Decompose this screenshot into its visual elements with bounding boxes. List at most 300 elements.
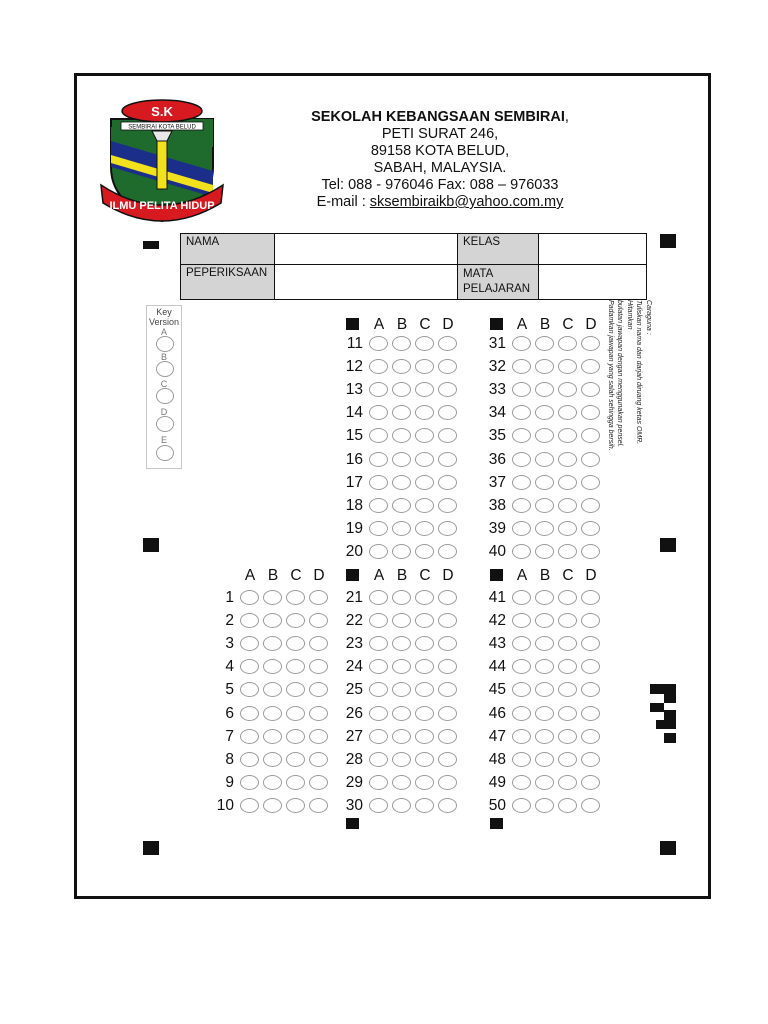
- marker-bottom-left: [143, 841, 159, 855]
- mata-label-line: MATA: [463, 268, 494, 280]
- key-bubble-a[interactable]: [156, 336, 174, 352]
- pelajaran-label-line: PELAJARAN: [463, 283, 531, 295]
- answer-bubble-a[interactable]: [512, 752, 531, 767]
- answer-bubble-c[interactable]: [415, 706, 434, 721]
- answer-bubble-c[interactable]: [415, 336, 434, 351]
- answer-bubble-a[interactable]: [369, 359, 388, 374]
- answer-bubble-d[interactable]: [581, 544, 600, 559]
- answer-bubble-b[interactable]: [535, 682, 554, 697]
- answer-bubble-c[interactable]: [286, 798, 305, 813]
- answer-bubble-c[interactable]: [558, 521, 577, 536]
- code-block-3: [650, 703, 664, 712]
- answer-bubble-c[interactable]: [286, 682, 305, 697]
- question-number: 11: [346, 335, 363, 352]
- answer-bubble-d[interactable]: [309, 636, 328, 651]
- answer-bubble-c[interactable]: [415, 636, 434, 651]
- instructions: [593, 300, 653, 470]
- instructions-line-3: Padamkan jawapan yang salah sehingga bersih.: [607, 300, 614, 451]
- answer-bubble-a[interactable]: [512, 428, 531, 443]
- question-number: 48: [488, 751, 506, 768]
- key-letter-a: A: [160, 327, 167, 337]
- answer-bubble-a[interactable]: [240, 613, 259, 628]
- answer-bubble-b[interactable]: [535, 659, 554, 674]
- question-number: 47: [488, 728, 506, 745]
- answer-bubble-a[interactable]: [512, 475, 531, 490]
- option-label-d: D: [585, 567, 597, 584]
- answer-bubble-c[interactable]: [415, 544, 434, 559]
- answer-bubble-c[interactable]: [415, 521, 434, 536]
- marker-block3-header: [346, 569, 359, 581]
- answer-bubble-a[interactable]: [240, 636, 259, 651]
- answer-bubble-b[interactable]: [392, 613, 411, 628]
- answer-bubble-d[interactable]: [438, 405, 457, 420]
- key-bubble-e[interactable]: [156, 445, 174, 461]
- answer-bubble-d[interactable]: [438, 359, 457, 374]
- answer-bubble-b[interactable]: [392, 336, 411, 351]
- peperiksaan-field[interactable]: [275, 265, 458, 300]
- mata-pelajaran-field[interactable]: [539, 265, 647, 300]
- question-number: 37: [488, 474, 506, 491]
- address-line-1: PETI SURAT 246,: [381, 126, 499, 142]
- answer-bubble-d[interactable]: [309, 613, 328, 628]
- answer-bubble-d[interactable]: [438, 336, 457, 351]
- answer-bubble-d[interactable]: [581, 798, 600, 813]
- logo-ribbon-text: SEMBIRAI KOTA BELUD: [128, 124, 196, 131]
- answer-bubble-c[interactable]: [415, 682, 434, 697]
- answer-bubble-b[interactable]: [535, 752, 554, 767]
- answer-bubble-a[interactable]: [369, 405, 388, 420]
- answer-bubble-a[interactable]: [369, 475, 388, 490]
- answer-bubble-d[interactable]: [581, 752, 600, 767]
- answer-bubble-d[interactable]: [438, 521, 457, 536]
- answer-bubble-d[interactable]: [581, 590, 600, 605]
- logo-top-text: S.K: [151, 104, 173, 119]
- answer-bubble-a[interactable]: [512, 682, 531, 697]
- question-number: 7: [225, 728, 234, 745]
- question-number: 24: [345, 658, 363, 675]
- answer-bubble-c[interactable]: [558, 775, 577, 790]
- question-number: 32: [488, 358, 506, 375]
- question-number: 19: [345, 520, 363, 537]
- answer-bubble-d[interactable]: [438, 613, 457, 628]
- answer-bubble-b[interactable]: [263, 613, 282, 628]
- option-label-d: D: [585, 316, 597, 333]
- question-number: 38: [488, 497, 506, 514]
- answer-bubble-b[interactable]: [263, 775, 282, 790]
- option-label-b: B: [396, 316, 408, 333]
- question-number: 14: [345, 404, 363, 421]
- answer-bubble-d[interactable]: [309, 682, 328, 697]
- mata-pelajaran-label: [458, 265, 539, 300]
- answer-bubble-d[interactable]: [581, 613, 600, 628]
- answer-bubble-c[interactable]: [558, 682, 577, 697]
- answer-bubble-c[interactable]: [558, 428, 577, 443]
- answer-bubble-b[interactable]: [535, 775, 554, 790]
- answer-bubble-c[interactable]: [286, 636, 305, 651]
- answer-bubble-a[interactable]: [369, 798, 388, 813]
- answer-bubble-b[interactable]: [535, 452, 554, 467]
- answer-bubble-d[interactable]: [438, 636, 457, 651]
- question-number: 23: [345, 635, 363, 652]
- option-label-c: C: [562, 567, 574, 584]
- answer-bubble-c[interactable]: [415, 613, 434, 628]
- question-number: 44: [488, 658, 506, 675]
- answer-bubble-a[interactable]: [369, 336, 388, 351]
- nama-label: NAMA: [181, 234, 275, 265]
- answer-bubble-b[interactable]: [535, 590, 554, 605]
- answer-bubble-a[interactable]: [512, 706, 531, 721]
- answer-bubble-a[interactable]: [512, 659, 531, 674]
- question-number: 20: [345, 543, 363, 560]
- option-label-d: D: [442, 567, 454, 584]
- kelas-field[interactable]: [539, 234, 647, 265]
- answer-bubble-d[interactable]: [438, 752, 457, 767]
- key-bubble-d[interactable]: [156, 416, 174, 432]
- option-label-b: B: [539, 316, 551, 333]
- answer-bubble-a[interactable]: [512, 359, 531, 374]
- answer-bubble-b[interactable]: [535, 706, 554, 721]
- answer-bubble-c[interactable]: [558, 752, 577, 767]
- key-version-box: [146, 305, 182, 469]
- option-label-a: A: [516, 316, 528, 333]
- answer-bubble-b[interactable]: [263, 682, 282, 697]
- email-link[interactable]: sksembiraikb@yahoo.com.my: [369, 194, 564, 210]
- answer-bubble-d[interactable]: [309, 706, 328, 721]
- question-number: 25: [345, 681, 363, 698]
- option-label-b: B: [396, 567, 408, 584]
- answer-bubble-b[interactable]: [392, 659, 411, 674]
- answer-bubble-a[interactable]: [240, 775, 259, 790]
- answer-bubble-d[interactable]: [438, 452, 457, 467]
- answer-bubble-a[interactable]: [512, 498, 531, 513]
- answer-bubble-c[interactable]: [415, 590, 434, 605]
- answer-bubble-a[interactable]: [369, 775, 388, 790]
- answer-bubble-d[interactable]: [581, 405, 600, 420]
- answer-bubble-a[interactable]: [512, 798, 531, 813]
- answer-bubble-c[interactable]: [286, 613, 305, 628]
- marker-mid-right: [660, 538, 676, 552]
- school-logo: [97, 97, 227, 225]
- answer-bubble-c[interactable]: [415, 428, 434, 443]
- address-line-3: SABAH, MALAYSIA.: [373, 160, 507, 176]
- answer-bubble-d[interactable]: [438, 590, 457, 605]
- answer-bubble-c[interactable]: [415, 452, 434, 467]
- answer-bubble-c[interactable]: [558, 636, 577, 651]
- marker-top-left: [143, 241, 159, 249]
- key-bubble-c[interactable]: [156, 388, 174, 404]
- answer-bubble-b[interactable]: [535, 544, 554, 559]
- answer-bubble-d[interactable]: [581, 682, 600, 697]
- email-label: E-mail :: [316, 194, 370, 210]
- question-number: 46: [488, 705, 506, 722]
- answer-bubble-c[interactable]: [558, 544, 577, 559]
- answer-bubble-d[interactable]: [581, 775, 600, 790]
- answer-bubble-a[interactable]: [240, 682, 259, 697]
- answer-bubble-c[interactable]: [415, 359, 434, 374]
- answer-bubble-b[interactable]: [392, 729, 411, 744]
- marker-block5-footer: [490, 818, 503, 829]
- school-name-line: [270, 109, 610, 126]
- answer-bubble-c[interactable]: [558, 659, 577, 674]
- answer-bubble-a[interactable]: [512, 636, 531, 651]
- question-number: 22: [345, 612, 363, 629]
- answer-bubble-a[interactable]: [369, 613, 388, 628]
- answer-bubble-c[interactable]: [286, 775, 305, 790]
- answer-bubble-d[interactable]: [581, 452, 600, 467]
- marker-block4-header: [490, 318, 503, 330]
- answer-bubble-a[interactable]: [369, 752, 388, 767]
- key-letter-d: D: [160, 407, 168, 417]
- answer-bubble-d[interactable]: [438, 428, 457, 443]
- marker-top-right: [660, 234, 676, 248]
- option-label-a: A: [244, 567, 256, 584]
- answer-bubble-d[interactable]: [309, 729, 328, 744]
- answer-bubble-b[interactable]: [263, 636, 282, 651]
- answer-bubble-b[interactable]: [535, 521, 554, 536]
- answer-bubble-d[interactable]: [309, 659, 328, 674]
- key-title-line2: Version: [148, 317, 180, 327]
- instructions-title: Caraguna :: [645, 300, 652, 335]
- answer-bubble-a[interactable]: [369, 521, 388, 536]
- answer-bubble-d[interactable]: [438, 682, 457, 697]
- answer-bubble-c[interactable]: [558, 336, 577, 351]
- question-number: 45: [488, 681, 506, 698]
- answer-bubble-b[interactable]: [535, 613, 554, 628]
- answer-bubble-a[interactable]: [240, 706, 259, 721]
- answer-bubble-c[interactable]: [415, 382, 434, 397]
- question-number: 40: [488, 543, 506, 560]
- answer-bubble-d[interactable]: [581, 659, 600, 674]
- answer-bubble-c[interactable]: [558, 798, 577, 813]
- answer-bubble-c[interactable]: [286, 590, 305, 605]
- answer-bubble-d[interactable]: [581, 636, 600, 651]
- answer-bubble-c[interactable]: [558, 405, 577, 420]
- answer-bubble-a[interactable]: [240, 752, 259, 767]
- key-letter-c: C: [160, 379, 168, 389]
- answer-bubble-b[interactable]: [392, 521, 411, 536]
- answer-bubble-d[interactable]: [438, 775, 457, 790]
- answer-bubble-c[interactable]: [415, 798, 434, 813]
- answer-bubble-a[interactable]: [369, 590, 388, 605]
- question-number: 30: [345, 797, 363, 814]
- answer-bubble-d[interactable]: [438, 382, 457, 397]
- answer-bubble-c[interactable]: [286, 659, 305, 674]
- answer-bubble-a[interactable]: [512, 336, 531, 351]
- option-label-b: B: [267, 567, 279, 584]
- option-label-a: A: [516, 567, 528, 584]
- answer-bubble-a[interactable]: [512, 544, 531, 559]
- option-label-d: D: [442, 316, 454, 333]
- answer-bubble-b[interactable]: [535, 428, 554, 443]
- answer-bubble-b[interactable]: [392, 498, 411, 513]
- answer-bubble-b[interactable]: [535, 729, 554, 744]
- code-block-4: [664, 710, 676, 720]
- question-number: 28: [345, 751, 363, 768]
- instructions-line-1: Tuliskan nama dan darjah diruang ketas OMR. Hitamkan: [626, 300, 643, 445]
- answer-bubble-b[interactable]: [392, 590, 411, 605]
- answer-bubble-b[interactable]: [535, 475, 554, 490]
- answer-bubble-c[interactable]: [558, 590, 577, 605]
- answer-bubble-b[interactable]: [392, 405, 411, 420]
- answer-bubble-a[interactable]: [240, 590, 259, 605]
- answer-bubble-a[interactable]: [512, 613, 531, 628]
- answer-bubble-a[interactable]: [512, 382, 531, 397]
- answer-bubble-b[interactable]: [392, 775, 411, 790]
- answer-bubble-b[interactable]: [392, 798, 411, 813]
- answer-bubble-c[interactable]: [558, 475, 577, 490]
- answer-bubble-d[interactable]: [581, 521, 600, 536]
- answer-bubble-b[interactable]: [263, 590, 282, 605]
- question-number: 6: [225, 705, 234, 722]
- answer-bubble-c[interactable]: [558, 382, 577, 397]
- key-title-line1: Key: [156, 307, 172, 317]
- answer-bubble-b[interactable]: [392, 475, 411, 490]
- answer-bubble-d[interactable]: [438, 659, 457, 674]
- answer-bubble-a[interactable]: [369, 382, 388, 397]
- question-number: 10: [216, 797, 234, 814]
- answer-bubble-b[interactable]: [392, 452, 411, 467]
- answer-bubble-b[interactable]: [392, 359, 411, 374]
- key-version-title: [147, 307, 181, 327]
- answer-bubble-b[interactable]: [263, 659, 282, 674]
- logo-bottom-text: ILMU PELITA HIDUP: [109, 200, 215, 212]
- answer-bubble-d[interactable]: [309, 590, 328, 605]
- marker-mid-left: [143, 538, 159, 552]
- answer-bubble-a[interactable]: [512, 405, 531, 420]
- question-number: 16: [345, 451, 363, 468]
- answer-bubble-b[interactable]: [535, 382, 554, 397]
- question-number: 31: [488, 335, 506, 352]
- answer-bubble-c[interactable]: [558, 452, 577, 467]
- answer-bubble-c[interactable]: [558, 498, 577, 513]
- answer-bubble-a[interactable]: [512, 590, 531, 605]
- answer-bubble-d[interactable]: [438, 544, 457, 559]
- question-number: 15: [345, 427, 363, 444]
- answer-bubble-b[interactable]: [392, 382, 411, 397]
- answer-bubble-c[interactable]: [286, 706, 305, 721]
- question-number: 41: [488, 589, 506, 606]
- answer-bubble-c[interactable]: [286, 729, 305, 744]
- answer-bubble-d[interactable]: [581, 498, 600, 513]
- question-number: 3: [225, 635, 234, 652]
- marker-block5-header: [490, 569, 503, 581]
- answer-bubble-b[interactable]: [392, 428, 411, 443]
- student-info-table: [180, 233, 647, 300]
- code-block-2: [664, 694, 676, 703]
- question-number: 13: [345, 381, 363, 398]
- answer-bubble-b[interactable]: [535, 636, 554, 651]
- answer-bubble-d[interactable]: [581, 336, 600, 351]
- question-number: 27: [345, 728, 363, 745]
- phone-fax: Tel: 088 - 976046 Fax: 088 – 976033: [321, 177, 559, 193]
- answer-bubble-a[interactable]: [240, 729, 259, 744]
- answer-bubble-a[interactable]: [369, 706, 388, 721]
- answer-bubble-c[interactable]: [415, 475, 434, 490]
- answer-bubble-b[interactable]: [535, 359, 554, 374]
- question-number: 29: [345, 774, 363, 791]
- answer-bubble-c[interactable]: [415, 752, 434, 767]
- answer-bubble-c[interactable]: [558, 706, 577, 721]
- answer-bubble-b[interactable]: [263, 729, 282, 744]
- answer-bubble-a[interactable]: [369, 498, 388, 513]
- answer-bubble-c[interactable]: [415, 729, 434, 744]
- answer-bubble-a[interactable]: [512, 521, 531, 536]
- answer-bubble-b[interactable]: [392, 636, 411, 651]
- question-number: 17: [345, 474, 363, 491]
- answer-bubble-c[interactable]: [415, 405, 434, 420]
- answer-bubble-d[interactable]: [309, 798, 328, 813]
- email-line: [270, 194, 610, 211]
- answer-bubble-a[interactable]: [240, 798, 259, 813]
- answer-bubble-b[interactable]: [535, 498, 554, 513]
- answer-bubble-b[interactable]: [535, 405, 554, 420]
- answer-bubble-a[interactable]: [369, 428, 388, 443]
- answer-bubble-a[interactable]: [240, 659, 259, 674]
- answer-bubble-a[interactable]: [512, 729, 531, 744]
- answer-bubble-a[interactable]: [512, 452, 531, 467]
- answer-bubble-d[interactable]: [309, 775, 328, 790]
- answer-bubble-d[interactable]: [438, 475, 457, 490]
- answer-bubble-c[interactable]: [286, 752, 305, 767]
- marker-block3-footer: [346, 818, 359, 829]
- question-number: 12: [345, 358, 363, 375]
- answer-bubble-a[interactable]: [369, 452, 388, 467]
- nama-field[interactable]: [275, 234, 458, 265]
- answer-bubble-c[interactable]: [558, 359, 577, 374]
- school-address: [270, 109, 610, 211]
- answer-bubble-d[interactable]: [438, 798, 457, 813]
- answer-bubble-d[interactable]: [438, 498, 457, 513]
- answer-bubble-a[interactable]: [369, 544, 388, 559]
- answer-bubble-c[interactable]: [415, 775, 434, 790]
- answer-bubble-b[interactable]: [392, 682, 411, 697]
- answer-bubble-d[interactable]: [581, 706, 600, 721]
- instructions-line-2: bulatan jawapan dengan menggunakan pensel.: [616, 300, 624, 448]
- answer-bubble-a[interactable]: [369, 729, 388, 744]
- option-label-c: C: [419, 316, 431, 333]
- answer-bubble-c[interactable]: [415, 498, 434, 513]
- answer-bubble-a[interactable]: [369, 682, 388, 697]
- marker-bottom-right: [660, 841, 676, 855]
- answer-bubble-b[interactable]: [263, 798, 282, 813]
- answer-bubble-b[interactable]: [392, 706, 411, 721]
- answer-bubble-c[interactable]: [558, 613, 577, 628]
- answer-bubble-d[interactable]: [309, 752, 328, 767]
- answer-bubble-a[interactable]: [369, 636, 388, 651]
- answer-bubble-d[interactable]: [581, 382, 600, 397]
- question-number: 33: [488, 381, 506, 398]
- address-line-2: 89158 KOTA BELUD,: [370, 143, 510, 159]
- answer-bubble-b[interactable]: [263, 706, 282, 721]
- answer-bubble-b[interactable]: [535, 336, 554, 351]
- answer-bubble-c[interactable]: [415, 659, 434, 674]
- answer-bubble-a[interactable]: [369, 659, 388, 674]
- answer-bubble-b[interactable]: [392, 544, 411, 559]
- answer-bubble-b[interactable]: [392, 752, 411, 767]
- answer-bubble-d[interactable]: [438, 706, 457, 721]
- question-number: 21: [345, 589, 363, 606]
- key-bubble-b[interactable]: [156, 361, 174, 377]
- answer-bubble-d[interactable]: [581, 729, 600, 744]
- answer-bubble-b[interactable]: [535, 798, 554, 813]
- answer-bubble-d[interactable]: [581, 359, 600, 374]
- answer-bubble-d[interactable]: [438, 729, 457, 744]
- answer-bubble-c[interactable]: [558, 729, 577, 744]
- answer-bubble-a[interactable]: [512, 775, 531, 790]
- answer-bubble-d[interactable]: [581, 428, 600, 443]
- answer-bubble-b[interactable]: [263, 752, 282, 767]
- answer-bubble-d[interactable]: [581, 475, 600, 490]
